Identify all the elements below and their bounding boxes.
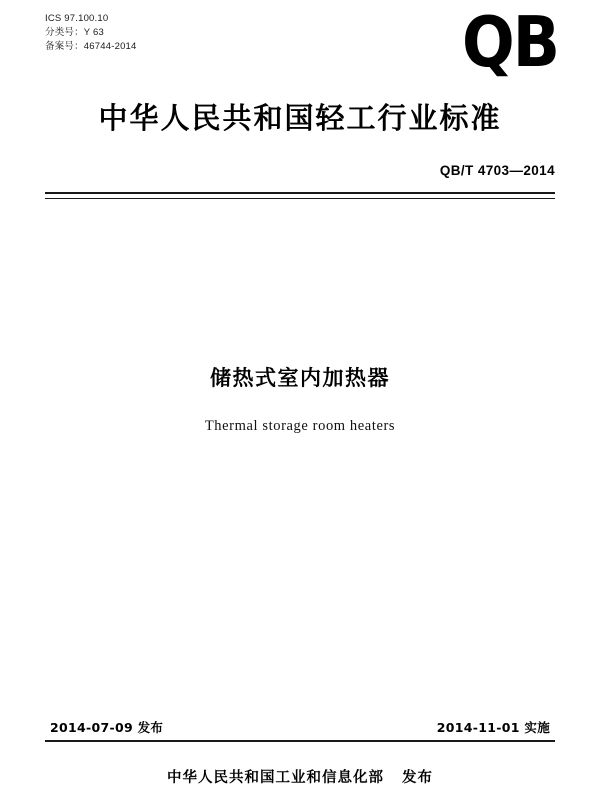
publisher-line xyxy=(0,766,600,787)
classification-number: 分类号：Y 63 xyxy=(45,27,104,38)
publisher-name: 中华人民共和国工业和信息化部 xyxy=(167,770,384,786)
document-title-chinese: 储热式室内加热器 xyxy=(210,366,390,390)
standard-org-title: 中华人民共和国轻工行业标准 xyxy=(98,101,502,135)
effective-date: 2014-11-01 实施 xyxy=(436,720,550,735)
qb-logo: QB xyxy=(462,1,558,84)
header-divider-thin xyxy=(45,198,555,199)
publisher-action: 发布 xyxy=(402,770,433,786)
document-title-english: Thermal storage room heaters xyxy=(204,418,396,434)
footer-divider xyxy=(45,740,555,742)
issue-date: 2014-07-09 发布 xyxy=(50,720,164,735)
ics-number: ICS 97.100.10 xyxy=(45,13,109,24)
standard-number: QB/T 4703—2014 xyxy=(439,163,555,178)
document-meta-block xyxy=(45,12,137,54)
header-divider-thick xyxy=(45,192,555,194)
record-number: 备案号：46744-2014 xyxy=(45,41,137,52)
